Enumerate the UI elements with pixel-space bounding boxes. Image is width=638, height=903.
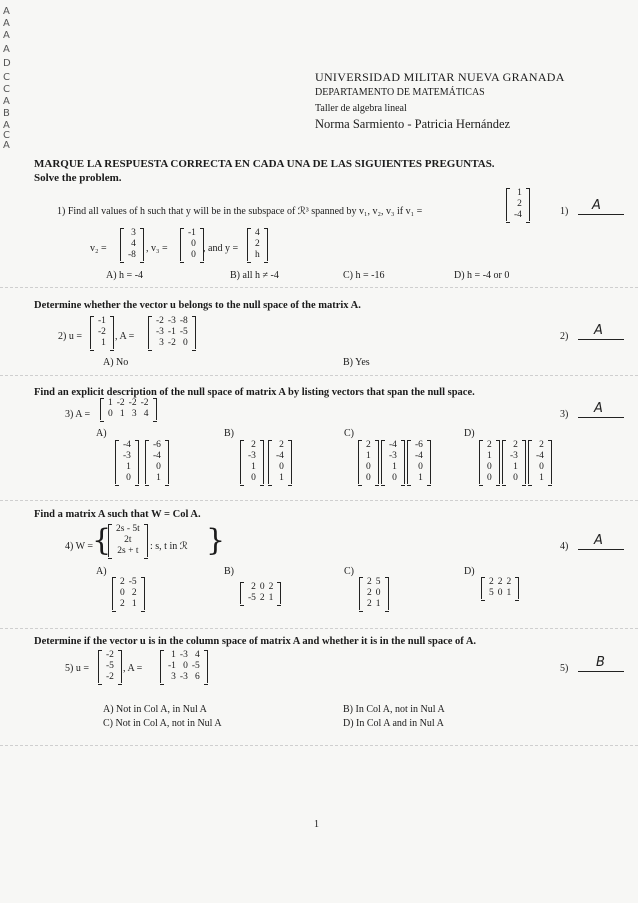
matrix-entry: 2: [506, 577, 512, 587]
matrix-entry: -3: [179, 650, 188, 660]
matrix-entry: 0: [279, 462, 284, 472]
margin-letter: D: [3, 58, 11, 69]
matrix-entry: 0: [487, 462, 492, 472]
matrix-entry: -5: [191, 661, 200, 671]
matrix-entry: -4: [514, 210, 522, 220]
matrix-entry: -4: [153, 451, 161, 461]
matrix-entry: h: [255, 250, 260, 260]
authors: Norma Sarmiento - Patricia Hernández: [315, 117, 511, 131]
matrix-entry: -1: [168, 661, 176, 671]
matrix-entry: 1: [101, 338, 106, 348]
margin-letter: A: [3, 44, 10, 55]
matrix-entry: 5: [375, 577, 381, 587]
matrix-entry: -2: [128, 398, 137, 408]
matrix-entry: -4: [123, 440, 131, 450]
answer-number: 4): [560, 541, 569, 552]
matrix-entry: -4: [276, 451, 284, 461]
matrix-entry: -2: [106, 650, 114, 660]
matrix-entry: -3: [123, 451, 131, 461]
matrix-entry: 1: [418, 473, 423, 483]
matrix-entry: 2: [120, 599, 125, 609]
matrix-entry: 2s - 5t: [116, 524, 140, 534]
matrix-entry: -5: [248, 593, 256, 603]
matrix-entry: 2: [497, 577, 503, 587]
vector: [479, 440, 500, 484]
matrix-entry: 2: [539, 440, 544, 450]
matrix-entry: 1: [366, 451, 371, 461]
option-d[interactable]: D) In Col A and in Nul A: [343, 718, 444, 729]
matrix-entry: 0: [418, 462, 423, 472]
a-label: 3) A =: [65, 409, 91, 420]
question-instruction: Find a matrix A such that W = Col A.: [34, 509, 201, 520]
matrix-entry: 1: [487, 451, 492, 461]
v3-label: , v₃ =: [146, 243, 168, 254]
matrix-entry: 1: [375, 599, 381, 609]
matrix-entry: 1: [539, 473, 544, 483]
option-a[interactable]: A) No: [103, 357, 129, 368]
matrix-entry: -1: [98, 316, 106, 326]
matrix-entry: 0: [259, 582, 265, 592]
vector: [145, 440, 169, 484]
vector-v3: [180, 228, 204, 261]
question-instruction: Determine whether the vector u belongs to the null space of the matrix A.: [34, 300, 361, 311]
matrix-entry: 3: [171, 672, 176, 682]
vector-v2: [120, 228, 144, 261]
vector-y: [247, 228, 268, 261]
left-brace: {: [92, 523, 112, 558]
option-b[interactable]: B) all h ≠ -4: [230, 270, 279, 281]
question-instruction: Find an explicit description of the null space of matrix A by listing vectors that span the null space.: [34, 387, 475, 398]
matrix-a: [160, 650, 208, 683]
matrix-entry: -6: [153, 440, 161, 450]
answer-number: 3): [560, 409, 569, 420]
handwritten-answer: A: [594, 401, 603, 416]
separator: [0, 745, 638, 746]
margin-letter: B: [3, 108, 10, 119]
vector: [407, 440, 431, 484]
matrix-entry: -3: [510, 451, 518, 461]
margin-letter: A: [3, 6, 10, 17]
matrix-entry: 1: [131, 599, 137, 609]
w-label: 4) W =: [65, 541, 94, 552]
page-number: 1: [314, 819, 319, 830]
handwritten-answer: A: [592, 198, 601, 213]
option-d[interactable]: D): [464, 566, 475, 577]
vector: [115, 440, 139, 484]
matrix-entry: 3: [131, 228, 136, 238]
y-label: , and y =: [203, 243, 239, 254]
matrix-entry: -5: [106, 661, 114, 671]
matrix-entry: 0: [191, 239, 196, 249]
vector-w: [108, 524, 148, 557]
matrix-entry: 1: [268, 593, 274, 603]
matrix-entry: -5: [128, 577, 137, 587]
matrix-entry: 1: [126, 462, 131, 472]
course-name: Taller de algebra lineal: [315, 103, 407, 114]
matrix-entry: 2: [120, 577, 125, 587]
option-c[interactable]: C) h = -16: [343, 270, 385, 281]
matrix-entry: 1: [517, 188, 522, 198]
answer-number: 2): [560, 331, 569, 342]
matrix-entry: 2: [279, 440, 284, 450]
matrix-entry: 2: [367, 577, 372, 587]
matrix-entry: 1: [392, 462, 397, 472]
matrix-entry: 2: [259, 593, 265, 603]
matrix-a: [148, 316, 196, 349]
answer-line: [578, 200, 624, 215]
answer-number: 5): [560, 663, 569, 674]
matrix-entry: 2t: [124, 535, 132, 545]
separator: [0, 375, 638, 376]
separator: [0, 500, 638, 501]
u-label: 2) u =: [58, 331, 82, 342]
matrix-entry: 2: [251, 582, 256, 592]
matrix-entry: 2s + t: [117, 546, 139, 556]
matrix-entry: -5: [179, 327, 188, 337]
matrix-entry: 2: [487, 440, 492, 450]
matrix-entry: 4: [143, 409, 149, 419]
matrix-entry: -3: [248, 451, 256, 461]
vector: [528, 440, 552, 484]
matrix-entry: 2: [268, 582, 274, 592]
matrix-entry: 1: [513, 462, 518, 472]
matrix-entry: -3: [156, 327, 164, 337]
matrix-entry: 2: [513, 440, 518, 450]
matrix-entry: -3: [167, 316, 176, 326]
matrix-entry: 3: [131, 409, 137, 419]
matrix: [112, 577, 145, 610]
matrix-entry: 0: [513, 473, 518, 483]
matrix-entry: -3: [179, 672, 188, 682]
matrix-entry: 0: [487, 473, 492, 483]
option-d[interactable]: D): [464, 428, 475, 439]
matrix-entry: -2: [156, 316, 164, 326]
question-text: 1) Find all values of h such that y will be in the subspace of ℛ³ spanned by v₁, v₂, v₃ if v₁ =: [57, 206, 423, 217]
matrix-entry: 0: [366, 462, 371, 472]
matrix-entry: 0: [183, 661, 188, 671]
margin-letter: A: [3, 96, 10, 107]
option-b[interactable]: B): [224, 566, 234, 577]
handwritten-answer: A: [594, 533, 603, 548]
matrix: [240, 582, 281, 604]
department-name: DEPARTAMENTO DE MATEMÁTICAS: [315, 87, 485, 98]
vector-v1: [506, 188, 530, 221]
set-condition: : s, t in ℛ: [150, 541, 188, 552]
matrix-entry: 1: [156, 473, 161, 483]
matrix-entry: -2: [140, 398, 149, 408]
vector-u: [98, 650, 122, 683]
matrix-entry: 0: [539, 462, 544, 472]
matrix-entry: -4: [415, 451, 423, 461]
option-a[interactable]: A) h = -4: [106, 270, 144, 281]
option-b[interactable]: B) In Col A, not in Nul A: [343, 704, 445, 715]
university-name: UNIVERSIDAD MILITAR NUEVA GRANADA: [315, 70, 565, 84]
v2-label: v₂ =: [90, 243, 107, 254]
matrix-entry: 4: [131, 239, 136, 249]
matrix-entry: 2: [367, 588, 372, 598]
matrix-entry: -2: [98, 327, 106, 337]
right-brace: }: [206, 523, 226, 558]
matrix-entry: -4: [389, 440, 397, 450]
question-instruction: Determine if the vector u is in the column space of matrix A and whether it is in the null space of A.: [34, 636, 477, 647]
option-a[interactable]: A) Not in Col A, in Nul A: [103, 704, 207, 715]
matrix-entry: -6: [415, 440, 423, 450]
option-a[interactable]: A): [96, 428, 107, 439]
matrix-entry: -1: [167, 327, 176, 337]
a-label: , A =: [123, 663, 143, 674]
option-b[interactable]: B): [224, 428, 234, 439]
matrix-entry: 4: [255, 228, 260, 238]
margin-letter: A: [3, 18, 10, 29]
matrix: [481, 577, 519, 599]
a-label: , A =: [115, 331, 135, 342]
matrix-entry: 0: [108, 409, 113, 419]
margin-letter: A: [3, 30, 10, 41]
option-c[interactable]: C): [344, 428, 354, 439]
matrix-entry: 1: [171, 650, 176, 660]
separator: [0, 628, 638, 629]
main-instruction: MARQUE LA RESPUESTA CORRECTA EN CADA UNA DE LAS SIGUIENTES PREGUNTAS.: [34, 158, 495, 170]
matrix-entry: 1: [119, 409, 125, 419]
matrix-entry: 2: [131, 588, 137, 598]
sub-instruction: Solve the problem.: [34, 172, 122, 184]
matrix-entry: 0: [366, 473, 371, 483]
matrix-entry: 5: [489, 588, 494, 598]
margin-letter: C: [3, 130, 10, 141]
matrix-entry: -2: [116, 398, 125, 408]
matrix-entry: -3: [389, 451, 397, 461]
vector: [240, 440, 264, 484]
option-c[interactable]: C) Not in Col A, not in Nul A: [103, 718, 222, 729]
u-label: 5) u =: [65, 663, 89, 674]
handwritten-answer: B: [596, 655, 605, 670]
matrix-entry: -2: [167, 338, 176, 348]
margin-letter: C: [3, 84, 10, 95]
matrix-entry: 0: [497, 588, 503, 598]
vector: [502, 440, 526, 484]
matrix-entry: 0: [392, 473, 397, 483]
vector: [268, 440, 292, 484]
vector: [358, 440, 379, 484]
vector-u: [90, 316, 114, 349]
matrix-entry: 2: [255, 239, 260, 249]
matrix-entry: 2: [517, 199, 522, 209]
matrix-entry: 0: [375, 588, 381, 598]
matrix-entry: -8: [128, 250, 136, 260]
option-c[interactable]: C): [344, 566, 354, 577]
vector: [381, 440, 405, 484]
matrix-entry: 0: [191, 250, 196, 260]
matrix-entry: 1: [251, 462, 256, 472]
matrix-entry: 2: [251, 440, 256, 450]
matrix-entry: 4: [195, 650, 200, 660]
option-b[interactable]: B) Yes: [343, 357, 370, 368]
margin-letter: A: [3, 140, 10, 151]
option-a[interactable]: A): [96, 566, 107, 577]
matrix-entry: 0: [126, 473, 131, 483]
matrix-entry: 6: [195, 672, 200, 682]
answer-number: 1): [560, 206, 569, 217]
matrix-entry: 0: [183, 338, 188, 348]
option-d[interactable]: D) h = -4 or 0: [454, 270, 510, 281]
matrix-entry: 2: [489, 577, 494, 587]
matrix-entry: -1: [188, 228, 196, 238]
matrix-entry: -4: [536, 451, 544, 461]
matrix-entry: -2: [106, 672, 114, 682]
margin-letter: C: [3, 72, 10, 83]
matrix-entry: 0: [156, 462, 161, 472]
matrix-entry: 3: [159, 338, 164, 348]
matrix-entry: 1: [108, 398, 113, 408]
matrix-entry: 0: [120, 588, 125, 598]
separator: [0, 287, 638, 288]
matrix-a: [100, 398, 157, 420]
matrix-entry: 1: [506, 588, 512, 598]
matrix-entry: 1: [279, 473, 284, 483]
matrix-entry: -8: [179, 316, 188, 326]
matrix-entry: 2: [366, 440, 371, 450]
matrix-entry: 0: [251, 473, 256, 483]
matrix: [359, 577, 389, 610]
matrix-entry: 2: [367, 599, 372, 609]
handwritten-answer: A: [594, 323, 603, 338]
margin-letter: A: [3, 120, 10, 131]
